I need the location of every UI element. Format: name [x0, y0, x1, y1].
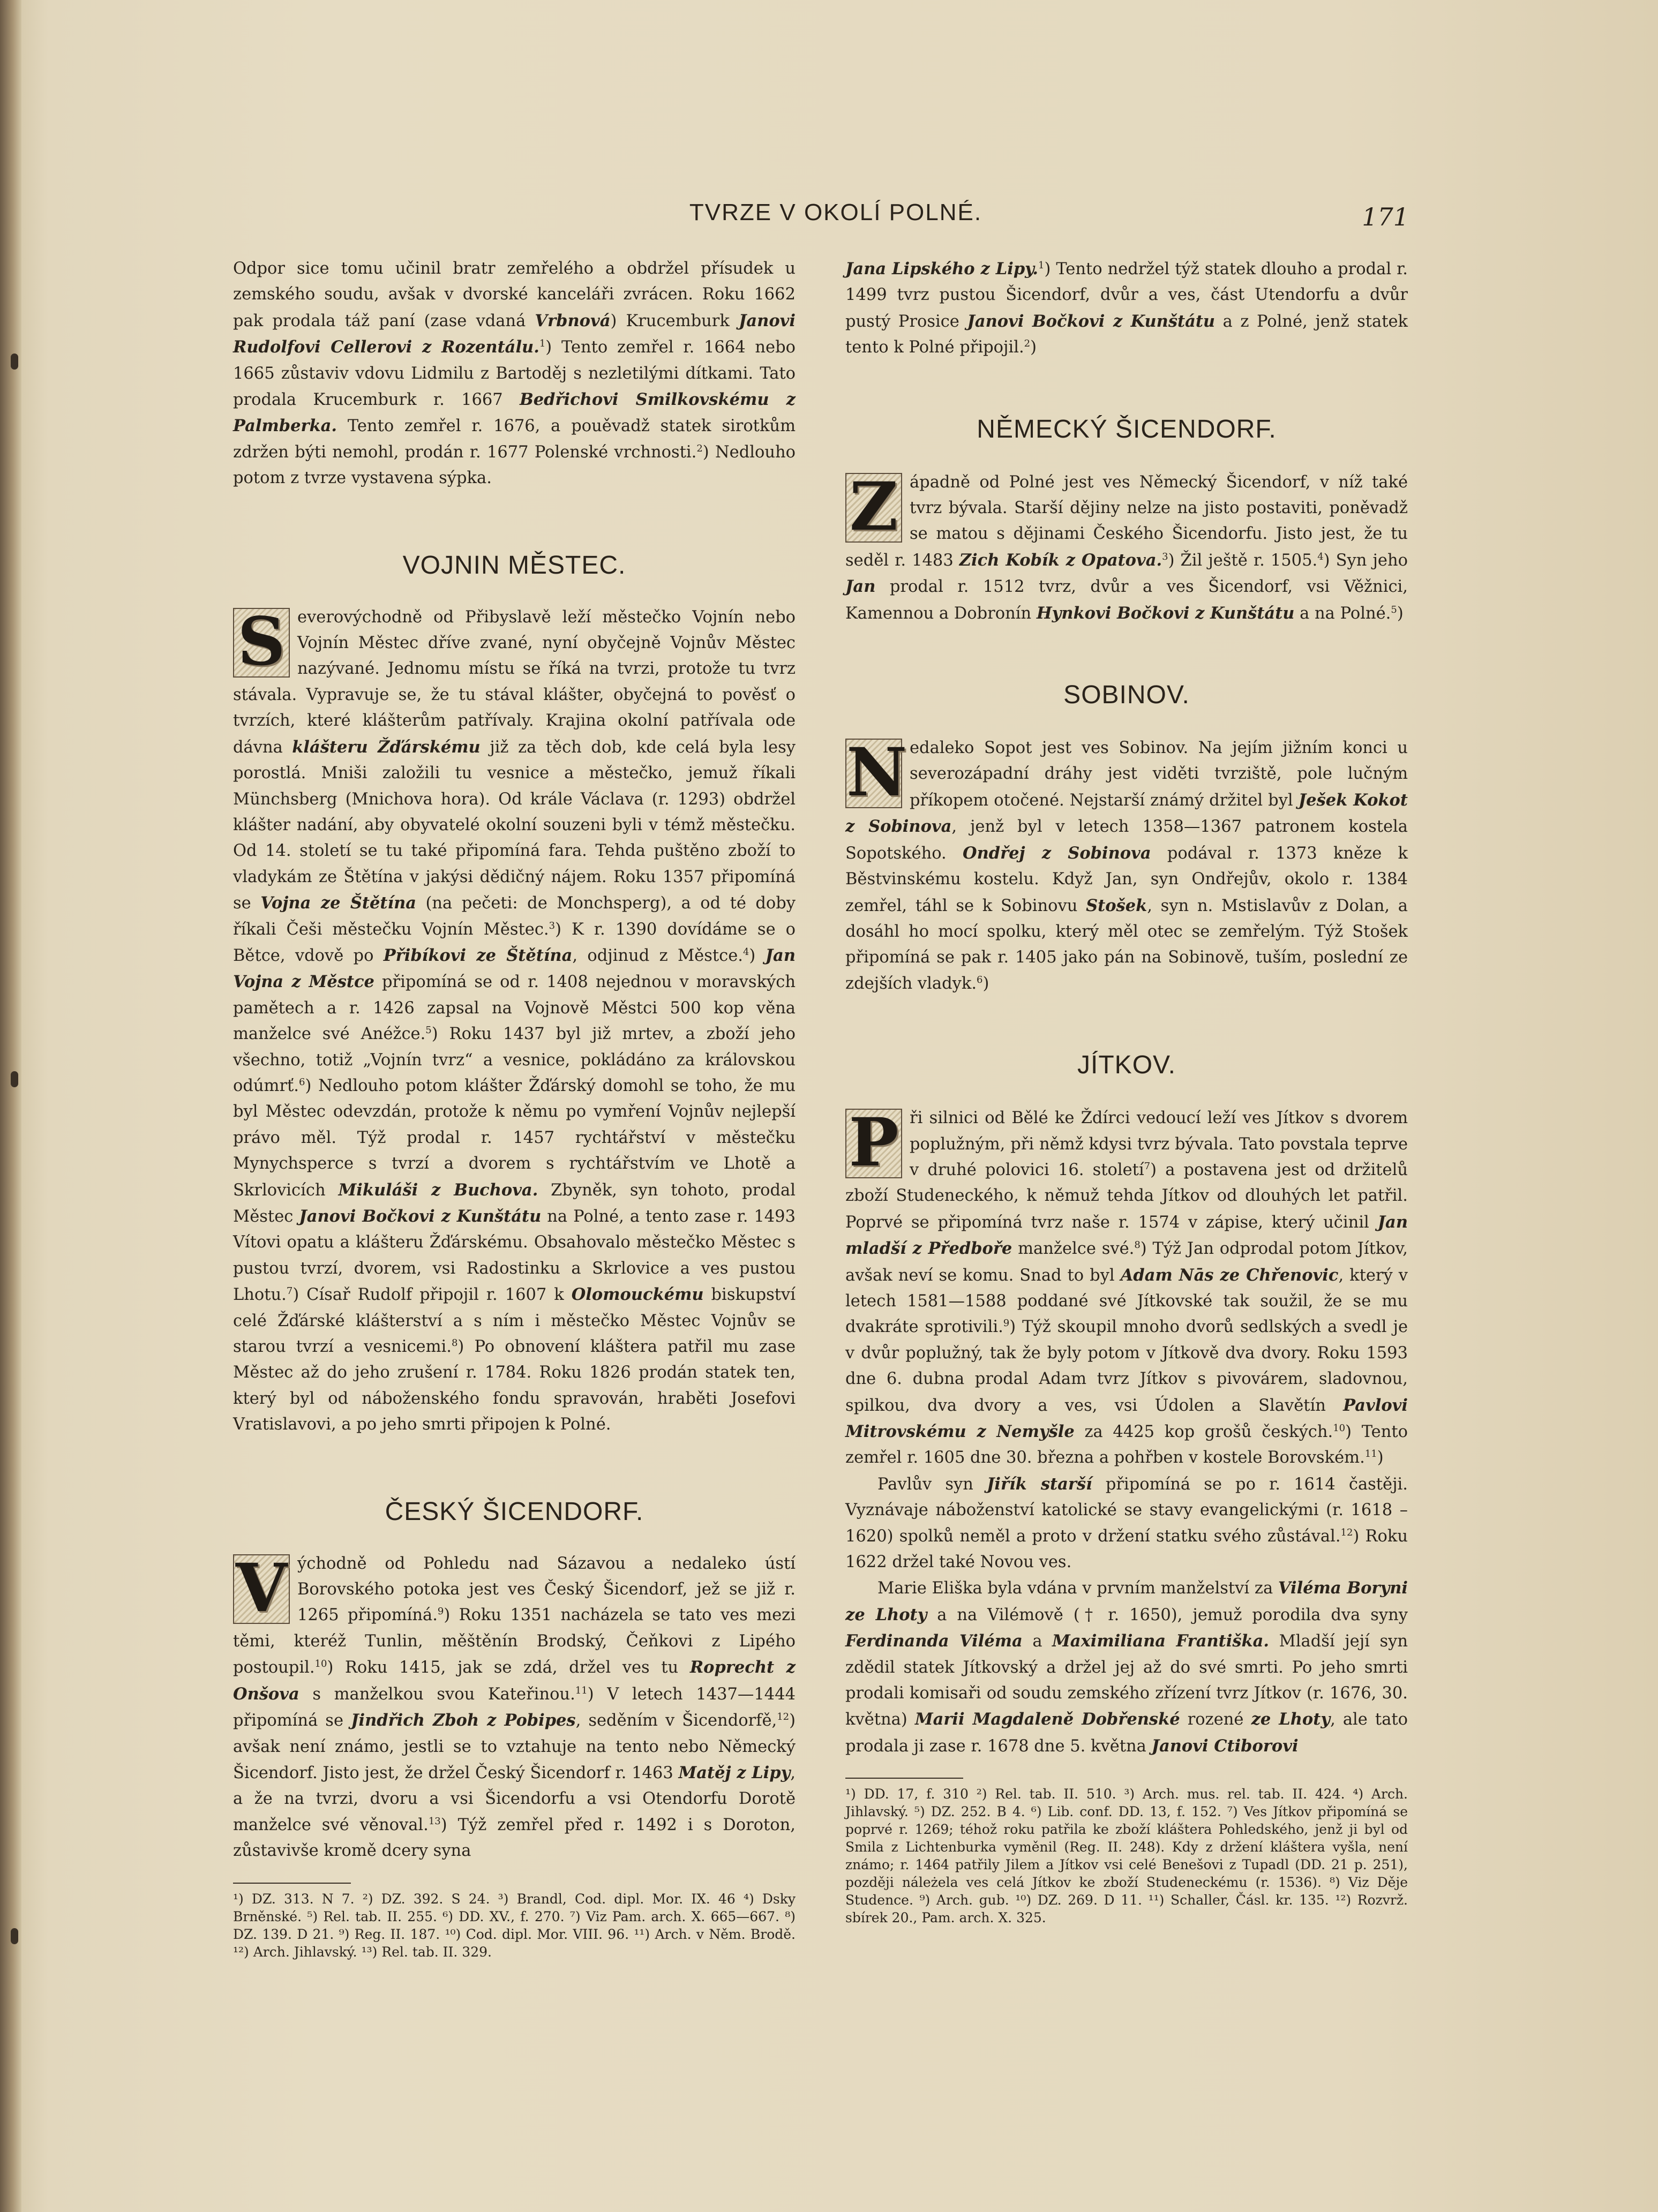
paragraph-jitkov-marie: Marie Eliška byla vdána v prvním manželství za Viléma Boryni ze Lhoty a na Vilémově († r. 1650), jemuž porodila dva syny Ferdinanda Viléma a Maximiliana Františka. Mladší její syn zdědil statek Jítkovský a držel jej až do své smrti. Po jeho smrti prodali komisaři od soudu zemského zřízení tvrz Jítkov (r. 1676, 30. května) Marii Magdaleně Dobřenské rozené ze Lhoty, ale tato prodala ji zase r. 1678 dne 5. května Janovi Ctiborovi: [845, 1578, 1408, 1756]
binding-mark: [11, 353, 18, 370]
paragraph-continuation: Jana Lipského z Lipy.$^1$) Tento nedržel týž statek dlouho a prodal r. 1499 tvrz pustou Šicendorf, dvůr a ves, část Utendorfu a dvůr pustý Prosice Janovi Bočkovi z Kunštátu a z Polné, jenž statek tento k Polné připojil.$^2$): [845, 259, 1408, 357]
heading-sobinov: SOBINOV.: [1063, 681, 1190, 710]
left-column: [233, 256, 796, 1961]
footnotes-left: ¹) DZ. 313. N 7. ²) DZ. 392. S 24. ³) Brandl, Cod. dipl. Mor. IX. 46 ⁴) Dsky Brněnské. ⁵) Rel. tab. II. 255. ⁶) DD. XV., f. 270. ⁷) Viz Pam. arch. X. 665—667. ⁸) DZ. 139. D 21. ⁹) Reg. II. 187. ¹⁰) Cod. dipl. Mor. VIII. 96. ¹¹) Arch. v Něm. Brodě. ¹²) Arch. Jihlavský. ¹³) Rel. tab. II. 329.: [233, 1891, 796, 1960]
page-number: 171: [1362, 202, 1409, 231]
initial-letter-z: Z: [845, 473, 902, 543]
paragraph-jitkov-jirik: Pavlův syn Jiřík starší připomíná se po r. 1614 častěji. Vyznávaje náboženství katolické se stavy evangelickými (r. 1618 – 1620) spolků neměl a proto v držení statku svého zůstával.$^{12}$) Roku 1622 držel také Novou ves.: [845, 1474, 1408, 1572]
heading-nemecky-sicendorf: NĚMECKÝ ŠICENDORF.: [977, 415, 1277, 443]
initial-letter-v: V: [233, 1554, 290, 1624]
paragraph-vojnin: S everovýchodně od Přibyslavě leží městečko Vojnín nebo Vojnín Městec dříve zvané, nyní obyčejně Vojnův Městec nazývané. Jednomu místu se říká na tvrzi, protože tu tvrz stávala. Vypravuje se, že tu stával klášter, obyčejná to pověsť o tvrzích, které klášterům patřívaly. Krajina okolní patřívala ode dávna klášteru Žďárskému již za těch dob, kde celá byla lesy porostlá. Mniši založili tu vesnice a městečko, jemuž říkali Münchsberg (Mnichova hora). Od krále Václava (r. 1293) obdržel klášter nadání, aby obyvatelé okolní souzeni byli v témž městečku. Od 14. století se tu také připomíná fara. Tehda puštěno zboží to vladykám ze Štětína v jakýsi dědičný nájem. Roku 1357 připomíná se Vojna ze Štětína (na pečeti: de Monchsperg), a od té doby říkali Češi městečku Vojnín Městec.$^3$) K r. 1390 dovídáme se o Bětce, vdově po Přibíkovi ze Štětína, odjinud z Městce.$^4$) Jan Vojna z Městce připomíná se od r. 1408 nejednou v moravských pamětech a r. 1426 zapsal na Vojnově Městci 500 kop věna manželce své Anéžce.$^5$) Roku 1437 byl již mrtev, a zboží jeho všechno, totiž „Vojnín tvrz“ a vesnice, pokládáno za královskou odúmrť.$^6$) Nedlouho potom klášter Žďárský domohl se toho, že mu byl Městec odevzdán, protože k němu po vymření Vojnův nejlepší právo měl. Týž prodal r. 1457 rychtářství v městečku Mynychsperce s tvrzí a dvorem s rychtářstvím ve Lhotě a Skrlovicích Mikuláši z Buchova. Zbyněk, syn tohoto, prodal Městec Janovi Bočkovi z Kunštátu na Polné, a tento zase r. 1493 Vítovi opatu a klášteru Žďárskému. Obsahovalo městečko Městec s pustou tvrzí, dvorem, vsi Radostinku a Skrlovice a ves pustou Lhotu.$^7$) Císař Rudolf připojil r. 1607 k Olomouckému biskupství celé Žďárské klášterství a s ním i městečko Městec Vojnův se starou tvrzí a vesnicemi.$^8$) Po obnovení kláštera patřil mu zase Městec až do jeho zrušení r. 1784. Roku 1826 prodán statek ten, který byl od náboženského fondu spravován, hraběti Josefovi Vratislavovi, a po jeho smrti připojen k Polné.: [233, 603, 796, 1434]
paragraph-jitkov: P ři silnici od Bělé ke Ždírci vedoucí leží ves Jítkov s dvorem poplužným, při němž kdysi tvrz bývala. Tato povstala teprve v druhé polovici 16. století$^7$) a postavena jest od držitelů zboží Studeneckého, k němuž tehda Jítkov od dlouhých let patřil. Poprvé se připomíná tvrz naše r. 1574 v zápise, který učinil Jan mladší z Předboře manželce své.$^8$) Týž Jan odprodal potom Jítkov, avšak neví se komu. Snad to byl Adam Nās ze Chřenovic, který v letech 1581—1588 poddané své Jítkovské tak soužil, že se mu dvakráte sprotivili.$^9$) Týž skoupil mnoho dvorů sedlských a svedl je v dvůr poplužný, tak že byly potom v Jítkově dva dvory. Roku 1593 dne 6. dubna prodal Adam tvrz Jítkov s pivovárem, sladovnou, spilkou, dva dvory a ves, vsi Údolen a Slavětín Pavlovi Mitrovskému z Nemyšle za 4425 kop grošů českých.$^{10}$) Tento zemřel r. 1605 dne 30. března a pohřben v kostele Borovském.$^{11}$): [845, 1104, 1408, 1468]
binding-mark: [11, 1928, 18, 1944]
footnote-rule: [845, 1778, 963, 1779]
paragraph-cesky-sicendorf: V ýchodně od Pohledu nad Sázavou a nedaleko ústí Borovského potoka jest ves Český Šicendorf, jež se již r. 1265 připomíná.$^9$) Roku 1351 nacházela se tato ves mezi těmi, kteréž Tunlin, měštěnín Brodský, Čeňkovi z Lipého postoupil.$^{10}$) Roku 1415, jak se zdá, držel ves tu Roprecht z Onšova s manželkou svou Kateřinou.$^{11}$) V letech 1437—1444 připomíná se Jindřich Zboh z Pobipes, seděním v Šicendorfě,$^{12}$) avšak není známo, jestli se to vztahuje na tento nebo Německý Šicendorf. Jisto jest, že držel Český Šicendorf r. 1463 Matěj z Lipy, a že na tvrzi, dvoru a vsi Šicendorfu a vsi Otendorfu Dorotě manželce své věnoval.$^{13}$) Týž zemřel před r. 1492 i s Doroton, zůstavivše kromě dcery syna: [233, 1549, 796, 1861]
initial-letter-p: P: [845, 1109, 902, 1178]
paragraph-sobinov: N edaleko Sopot jest ves Sobinov. Na jejím jižním konci u severozápadní dráhy jest viděti tvrziště, pole lučným příkopem otočené. Nejstarší známý držitel byl Ješek Kokot z Sobinova, jenž byl v letech 1358—1367 patronem kostela Sopotského. Ondřej z Sobinova podával r. 1373 kněze k Běstvinskému kostelu. Když Jan, syn Ondřejův, okolo r. 1384 zemřel, táhl se k Sobinovu Stošek, syn n. Mstislavův z Dolan, a dosáhl ho mocí spolku, který měl otec se zemřelým. Týž Stošek připomíná se pak r. 1405 jako pán na Sobinově, tuším, poslední ze zdejších vladyk.$^6$): [845, 734, 1408, 993]
paragraph-nemecky-sicendorf: Z ápadně od Polné jest ves Německý Šicendorf, v níž také tvrz bývala. Starší dějiny nelze na jisto postaviti, poněvadž se matou s dějinami Českého Šicendorfu. Jisto jest, že tu seděl r. 1483 Zich Kobík z Opatova.$^3$) Žil ještě r. 1505.$^4$) Syn jeho Jan prodal r. 1512 tvrz, dvůr a ves Šicendorf, vsi Věžnici, Kamennou a Dobronín Hynkovi Bočkovi z Kunštátu a na Polné.$^5$): [845, 468, 1408, 623]
heading-cesky-sicendorf: ČESKÝ ŠICENDORF.: [385, 1497, 644, 1526]
footnotes-right: ¹) DD. 17, f. 310 ²) Rel. tab. II. 510. ³) Arch. mus. rel. tab. II. 424. ⁴) Arch. Jihlavský. ⁵) DZ. 252. B 4. ⁶) Lib. conf. DD. 13, f. 152. ⁷) Ves Jítkov připomíná se poprvé r. 1269; téhož roku patřila ke zboží kláštera Pohledského, jenž ji byl od Smila z Lichtenburka vyměnil (Reg. II. 248). Kdy z držení kláštera vyšla, není známo; r. 1464 patřily Jilem a Jítkov vsi celé Benešovi z Tupadl (DD. 21 p. 251), později náleżela ves celá Jítkov ke zboží Studeneckému (r. 1536). ⁸) Viz Děje Studence. ⁹) Arch. gub. ¹⁰) DZ. 269. D 11. ¹¹) Schaller, Čásl. kr. 135. ¹²) Rozvrž. sbírek 20., Pam. arch. X. 325.: [845, 1786, 1408, 1926]
right-column: [845, 256, 1408, 1927]
paragraph-krucemburk: Odpor sice tomu učinil bratr zemřelého a obdržel přísudek u zemského soudu, avšak v dvorské kanceláři zvrácen. Roku 1662 pak prodala táž paní (zase vdaná Vrbnová) Krucemburk Janovi Rudolfovi Cellerovi z Rozentálu.$^1$) Tento zemřel r. 1664 nebo 1665 zůstaviv vdovu Lidmilu z Bartoděj s nezletilými dítkami. Tato prodala Krucemburk r. 1667 Bedřichovi Smilkovskému z Palmberka. Tento zemřel r. 1676, a pouěvadž statek sirotkům zdržen býti nemohl, prodán r. 1677 Polenské vrchnosti.$^2$) Nedlouho potom z tvrze vystavena sýpka.: [233, 259, 796, 488]
heading-jitkov: JÍTKOV.: [1077, 1051, 1176, 1080]
running-title: TVRZE V OKOLÍ POLNÉ.: [689, 199, 982, 225]
initial-letter-n: N: [846, 734, 907, 812]
binding-mark: [11, 1071, 18, 1087]
heading-vojnin-mestec: VOJNIN MĚSTEC.: [402, 551, 626, 580]
initial-letter-s: S: [233, 608, 290, 678]
book-spine: [0, 0, 21, 2212]
footnote-rule: [233, 1883, 351, 1884]
